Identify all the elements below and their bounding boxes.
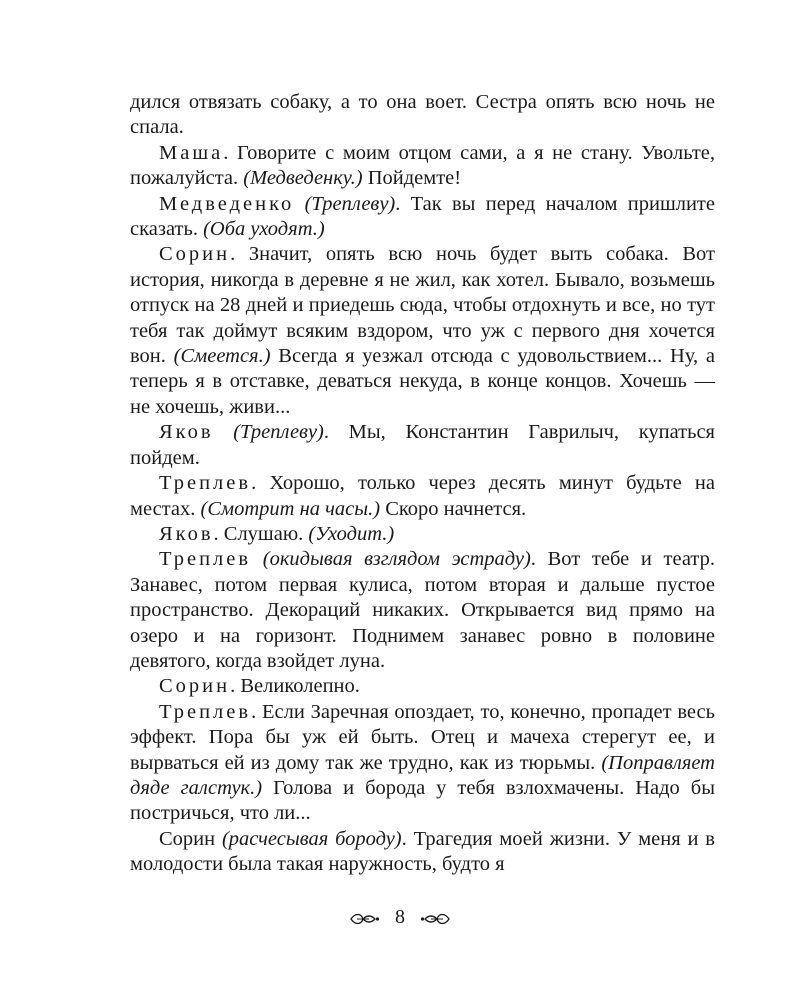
stage-direction: (Смеется.) bbox=[173, 345, 271, 368]
paragraph bbox=[130, 90, 715, 141]
stage-direction: (Уходит.) bbox=[308, 522, 395, 545]
speaker-name: Яков bbox=[159, 522, 214, 545]
dialogue-text: Скоро начнется. bbox=[380, 497, 527, 520]
dialogue-text: . Вот тебе и театр. Занавес, потом первая кулиса, потом вторая и дальше пустое пространство. Декораций никаких. Открывается вид прямо на озеро и на горизонт. Поднимем занавес ровно в половине девятого, когда взойдет луна. bbox=[130, 548, 715, 672]
paragraph bbox=[130, 827, 715, 878]
stage-direction: (Поправляет дяде галстук.) bbox=[130, 751, 715, 799]
speaker-name: Яков bbox=[159, 421, 214, 444]
paragraph bbox=[130, 674, 715, 699]
speaker-name: Треплев bbox=[159, 472, 252, 495]
page-footer bbox=[0, 906, 800, 929]
stage-direction: (Треплеву) bbox=[304, 192, 396, 215]
stage-direction: (окидывая взглядом эстраду) bbox=[262, 548, 531, 571]
stage-direction: (Оба уходят.) bbox=[203, 218, 325, 241]
floral-ornament-left-icon bbox=[349, 910, 381, 926]
dialogue-text bbox=[215, 828, 222, 850]
paragraph bbox=[130, 547, 715, 674]
page-text bbox=[130, 90, 715, 878]
dialogue-text: . Трагедия моей жизни. У меня и в молодости была такая наружность, будто я bbox=[130, 827, 715, 876]
dialogue-text: Всегда я уезжал отсюда с удовольствием... Ну, а теперь я в отставке, деваться некуда, в конце концов. Хочешь — не хочешь, живи... bbox=[130, 345, 715, 418]
speaker-name: Треплев bbox=[159, 700, 252, 723]
dialogue-text: . Хорошо, только через десять минут будьте на местах. bbox=[130, 472, 715, 520]
dialogue-text: . Мы, Константин Гаврилыч, купаться пойдем. bbox=[130, 421, 715, 469]
dialogue-text: дился отвязать собаку, а то она воет. Сестра опять всю ночь не спала. bbox=[130, 91, 715, 139]
dialogue-text: Сорин bbox=[159, 827, 216, 850]
speaker-name: Треплев bbox=[159, 548, 252, 571]
dialogue-text: . Слушаю. bbox=[213, 522, 309, 545]
stage-direction: (расчесывая бороду) bbox=[221, 827, 402, 850]
stage-direction: (Смотрит на часы.) bbox=[200, 497, 381, 520]
dialogue-text bbox=[294, 193, 304, 215]
dialogue-text: Пойдемте! bbox=[362, 167, 462, 190]
speaker-name: Сорин bbox=[159, 675, 231, 698]
dialogue-text: . Значит, опять всю ночь будет выть собака. Вот история, никогда в деревне я не жил, как хотел. Бывало, возьмешь отпуск на 28 дней и приедешь сюда, чтобы отдохнуть и все, но тут тебя так доймут всяким вздором, что уж с первого дня хочется вон. bbox=[130, 243, 715, 368]
page-number: 8 bbox=[395, 906, 405, 928]
dialogue-text bbox=[214, 421, 234, 443]
stage-direction: (Медведенку.) bbox=[243, 167, 363, 190]
dialogue-text: . Так вы перед началом пришлите сказать. bbox=[130, 192, 715, 241]
dialogue-text bbox=[251, 548, 263, 570]
stage-direction: (Треплеву) bbox=[233, 421, 324, 444]
paragraph bbox=[130, 700, 715, 827]
paragraph bbox=[130, 242, 715, 420]
dialogue-text: . Если Заречная опоздает, то, конечно, пропадет весь эффект. Пора бы уж ей быть. Отец и мачеха стерегут ее, и вырваться ей из дому так же трудно, как из тюрьмы. bbox=[130, 700, 715, 774]
speaker-name: Маша bbox=[159, 141, 224, 164]
speaker-name: Сорин bbox=[159, 243, 231, 266]
dialogue-text: Голова и борода у тебя взлохмачены. Надо бы постричься, что ли... bbox=[130, 776, 716, 825]
paragraph bbox=[130, 420, 715, 471]
paragraph bbox=[130, 192, 715, 243]
paragraph bbox=[130, 522, 715, 547]
floral-ornament-right-icon bbox=[419, 910, 451, 926]
dialogue-text: . Говорите с моим отцом сами, а я не стану. Увольте, пожалуйста. bbox=[130, 141, 715, 190]
paragraph bbox=[130, 471, 715, 522]
speaker-name: Медведенко bbox=[159, 192, 295, 215]
dialogue-text: . Великолепно. bbox=[230, 675, 360, 698]
paragraph bbox=[130, 141, 715, 192]
